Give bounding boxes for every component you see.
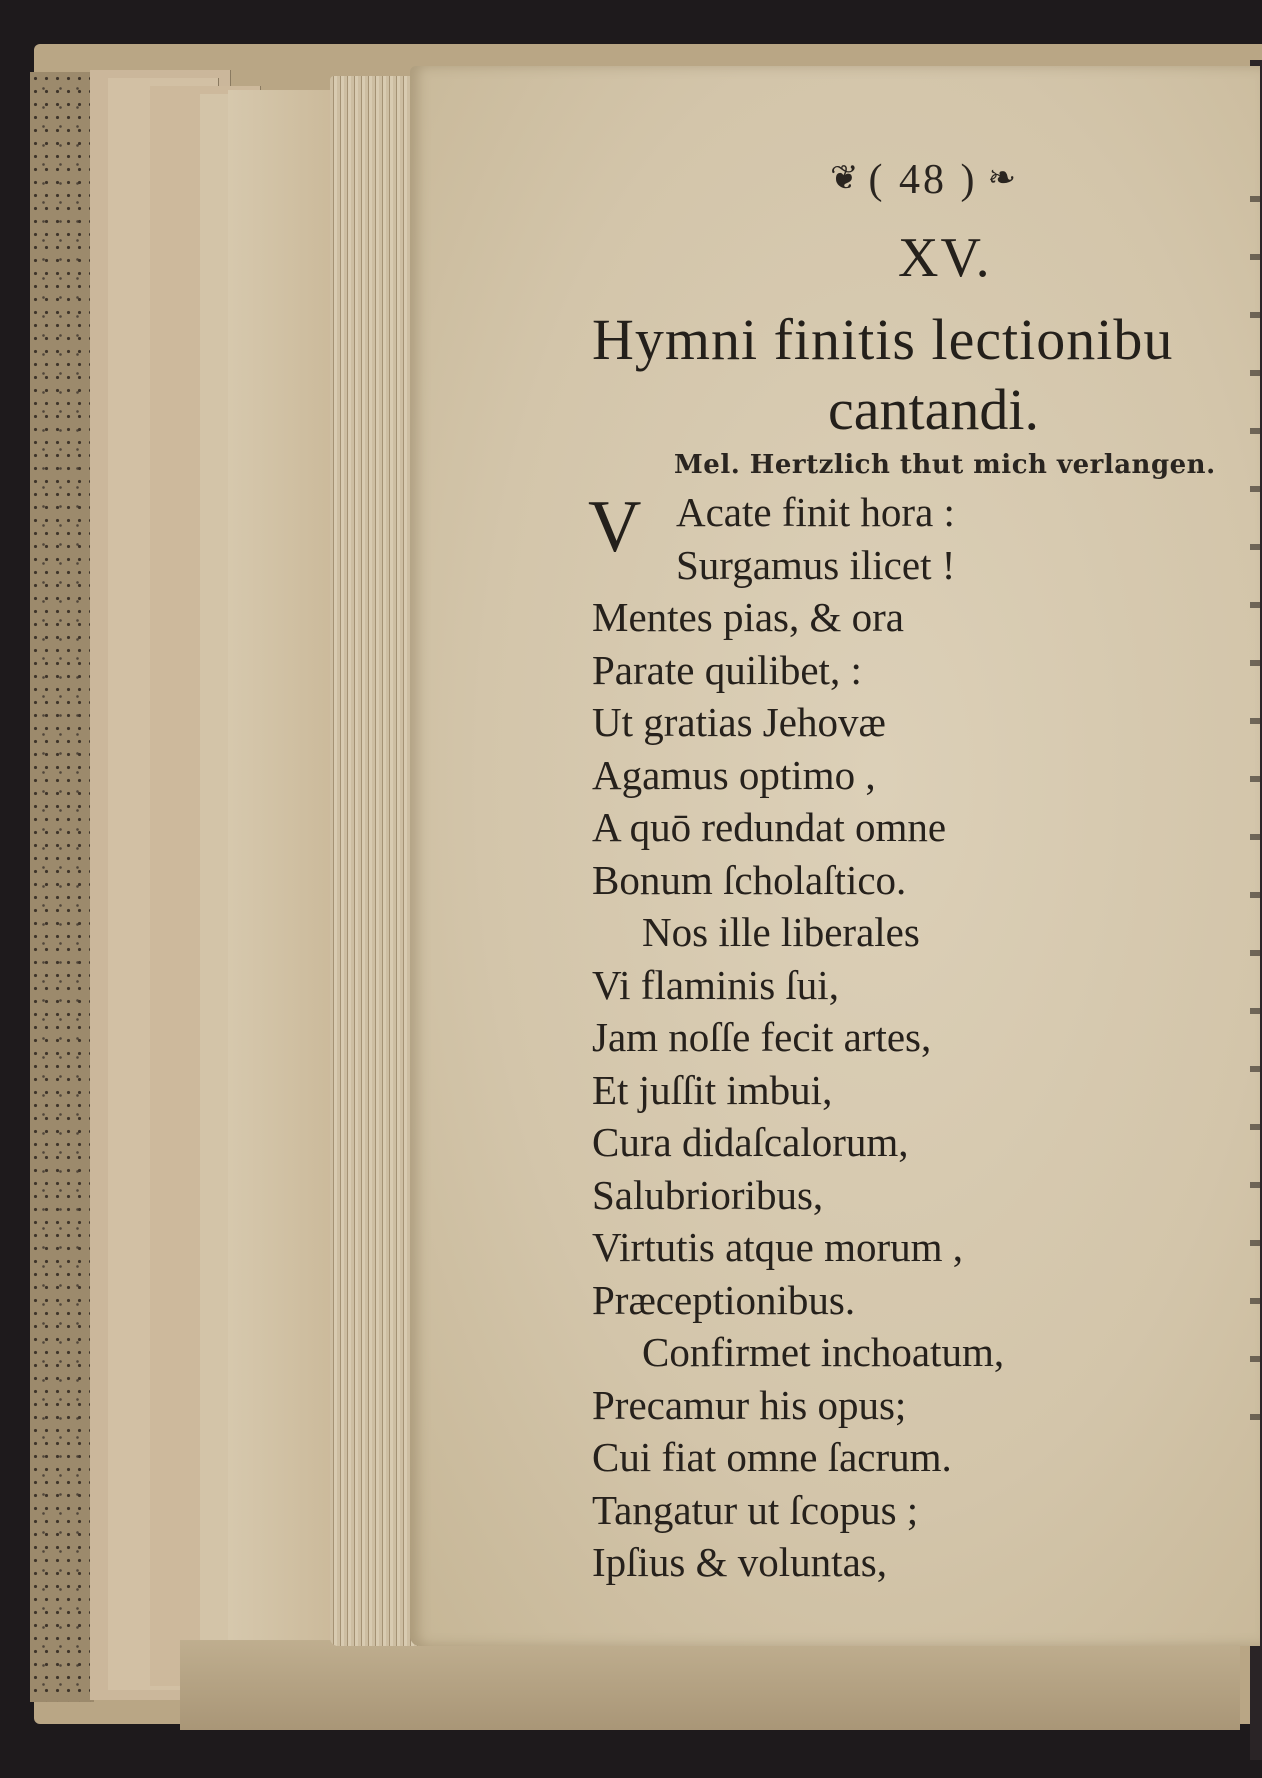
ornament-right-icon: ❧ [987, 158, 1016, 198]
verse-line: Bonum ſcholaſtico. [592, 856, 907, 903]
page-header [830, 156, 1150, 216]
drop-cap: V [588, 486, 642, 568]
verse-line: Præceptionibus. [592, 1276, 856, 1323]
verse-line: Precamur his opus; [592, 1381, 907, 1428]
verse-line: Acate finit hora : [676, 489, 955, 535]
verse-line: Et juſſit imbui, [592, 1066, 833, 1113]
melody-note: Mel. Hertzlich thut mich verlangen. [674, 450, 1216, 480]
verse-line: Salubrioribus, [592, 1171, 824, 1218]
verse-line: Agamus optimo , [592, 751, 876, 798]
verse-line: Jam noſſe fecit artes, [592, 1014, 932, 1060]
speckled-edge [30, 72, 94, 1702]
verse-line: Ut gratias Jehovæ [592, 699, 886, 745]
show-through-text [1250, 196, 1260, 1456]
verse-line: Ipſius & voluntas, [592, 1539, 887, 1585]
verse-line: A quō redundat omne [592, 804, 947, 850]
verse-line: Confirmet inchoatum, [642, 1329, 1005, 1375]
hymn-title-line-2: cantandi. [828, 377, 1039, 442]
verse-block [592, 486, 1232, 1589]
section-number: XV. [898, 227, 992, 289]
verse-line: Cura didaſcalorum, [592, 1119, 909, 1165]
hymn-title-line-1: Hymni finitis lectionibu [592, 307, 1174, 372]
ornament-left-icon: ❦ [830, 158, 859, 198]
bottom-page-edge [180, 1640, 1240, 1730]
verse-line: Cui fiat omne ſacrum. [592, 1434, 952, 1480]
verse-line: Vi flaminis ſui, [592, 961, 839, 1008]
verse-line: Nos ille liberales [642, 909, 920, 955]
page-number: ( 48 ) [868, 157, 978, 203]
verse-line: Mentes pias, & ora [592, 594, 904, 640]
printed-page [410, 66, 1260, 1646]
verse-line: Virtutis atque morum , [592, 1224, 964, 1270]
verse-line: Tangatur ut ſcopus ; [592, 1486, 919, 1533]
verse-line: Surgamus ilicet ! [676, 541, 956, 588]
verse-line: Parate quilibet, : [592, 646, 862, 693]
